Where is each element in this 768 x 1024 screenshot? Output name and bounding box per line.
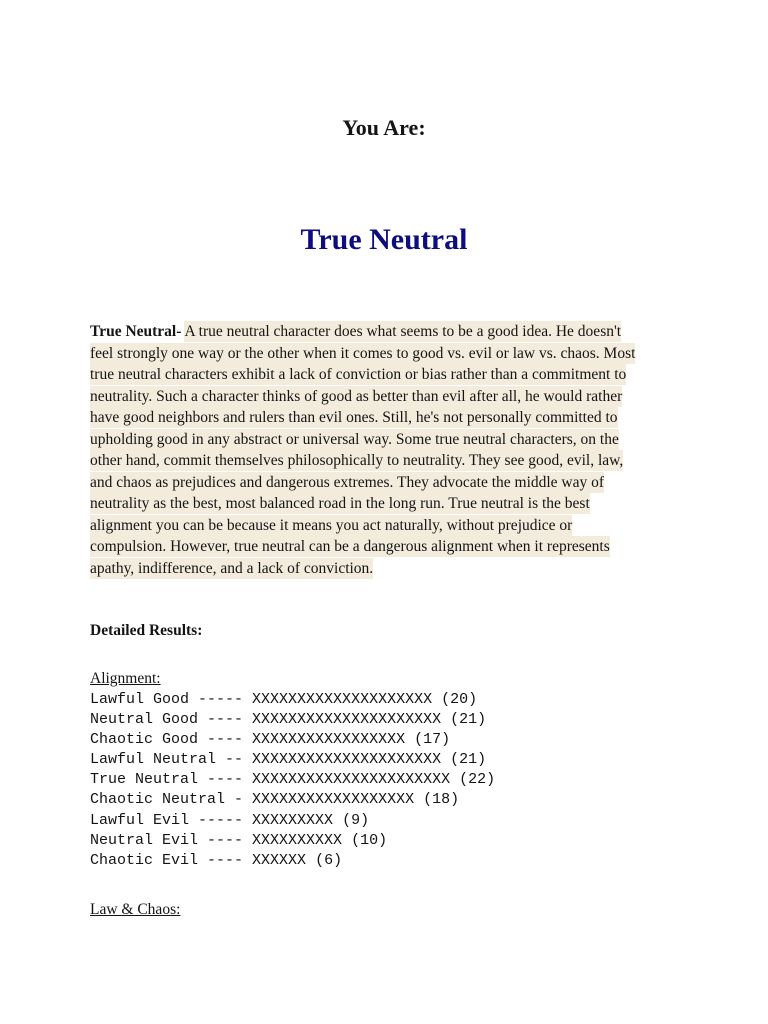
alignment-row-bar: XXXXXXXXXXXXXXXXXXXXXX (252, 771, 451, 789)
alignment-row-score: (21) (450, 751, 487, 769)
alignment-row-bar: XXXXXXXXXXXXXXXXXXXX (252, 691, 433, 708)
alignment-row-label: Lawful Neutral -- (90, 751, 244, 769)
alignment-row-label: Neutral Good ---- (90, 711, 244, 729)
description-text: alignment you can be because it means you act naturally, without prejudice or (90, 516, 573, 534)
alignment-row-bar: XXXXXXXXXXXXXXXXX (252, 731, 406, 749)
alignment-row-score: (22) (459, 771, 496, 789)
description-line (90, 472, 635, 494)
description-line (90, 450, 635, 472)
law-chaos-heading: Law & Chaos: (90, 901, 181, 918)
description-line (90, 493, 635, 515)
alignment-row-score: (20) (441, 691, 478, 708)
description-text: feel strongly one way or the other when it comes to good vs. evil or law vs. chaos. Most (90, 344, 636, 362)
description-line (90, 536, 635, 558)
description-line (90, 364, 635, 386)
alignment-row (90, 811, 495, 831)
alignment-heading: Alignment: (90, 670, 161, 687)
you-are-heading: You Are: (342, 115, 426, 140)
alignment-row-bar: XXXXXXXXXXXXXXXXXX (252, 791, 415, 809)
alignment-row-bar: XXXXXXXXXXXXXXXXXXXXX (252, 751, 442, 769)
description-text: apathy, indifference, and a lack of conviction. (90, 559, 374, 577)
description-line (90, 515, 635, 537)
alignment-row-score: (17) (414, 731, 451, 749)
description-line (90, 321, 635, 343)
description-text: have good neighbors and rulers than evil ones. Still, he's not personally committed to (90, 409, 618, 426)
alignment-row (90, 750, 495, 770)
alignment-row-label: Neutral Evil ---- (90, 831, 244, 849)
description-line (90, 429, 635, 451)
alignment-results (90, 690, 495, 871)
description-line (90, 558, 635, 580)
description-text: compulsion. However, true neutral can be a dangerous alignment when it represents (90, 538, 610, 555)
description-text: and chaos as prejudices and dangerous extremes. They advocate the middle way of (90, 473, 605, 491)
description-text: true neutral characters exhibit a lack of conviction or bias rather than a commitment to (90, 366, 627, 383)
alignment-row-label: Chaotic Good ---- (90, 731, 244, 749)
alignment-row-label: Chaotic Evil ---- (90, 851, 244, 869)
alignment-row-label: Lawful Evil ----- (90, 811, 244, 829)
alignment-row (90, 851, 495, 871)
description-line (90, 386, 635, 408)
alignment-row-bar: XXXXXXXXXXXXXXXXXXXXX (252, 711, 442, 729)
alignment-row-label: True Neutral ---- (90, 771, 244, 789)
alignment-row-score: (9) (342, 811, 370, 829)
alignment-row (90, 690, 495, 710)
description-line (90, 343, 635, 365)
description-text: neutrality as the best, most balanced road in the long run. True neutral is the best (90, 495, 590, 512)
alignment-row (90, 831, 495, 851)
alignment-row (90, 770, 495, 790)
description-text: A true neutral character does what seems to be a good idea. He doesn't (184, 323, 622, 340)
alignment-row (90, 730, 495, 750)
alignment-row (90, 710, 495, 730)
description-line (90, 407, 635, 429)
alignment-row-label: Lawful Good ----- (90, 691, 244, 708)
description-label: True Neutral- (90, 323, 182, 340)
description-text: neutrality. Such a character thinks of good as better than evil after all, he would rather (90, 387, 623, 405)
alignment-row-bar: XXXXXX (252, 851, 307, 869)
description-text: upholding good in any abstract or universal way. Some true neutral characters, on the (90, 430, 619, 448)
alignment-row-score: (6) (315, 851, 343, 869)
alignment-row-score: (10) (351, 831, 388, 849)
alignment-row (90, 790, 495, 810)
detailed-results-heading: Detailed Results: (90, 622, 203, 639)
alignment-row-bar: XXXXXXXXXX (252, 831, 343, 849)
result-title: True Neutral (300, 223, 468, 256)
description-text: other hand, commit themselves philosophically to neutrality. They see good, evil, law, (90, 452, 624, 469)
alignment-row-score: (21) (450, 711, 487, 729)
alignment-row-bar: XXXXXXXXX (252, 811, 334, 829)
description-paragraph (90, 321, 635, 579)
alignment-row-label: Chaotic Neutral - (90, 791, 244, 809)
alignment-row-score: (18) (423, 791, 460, 809)
